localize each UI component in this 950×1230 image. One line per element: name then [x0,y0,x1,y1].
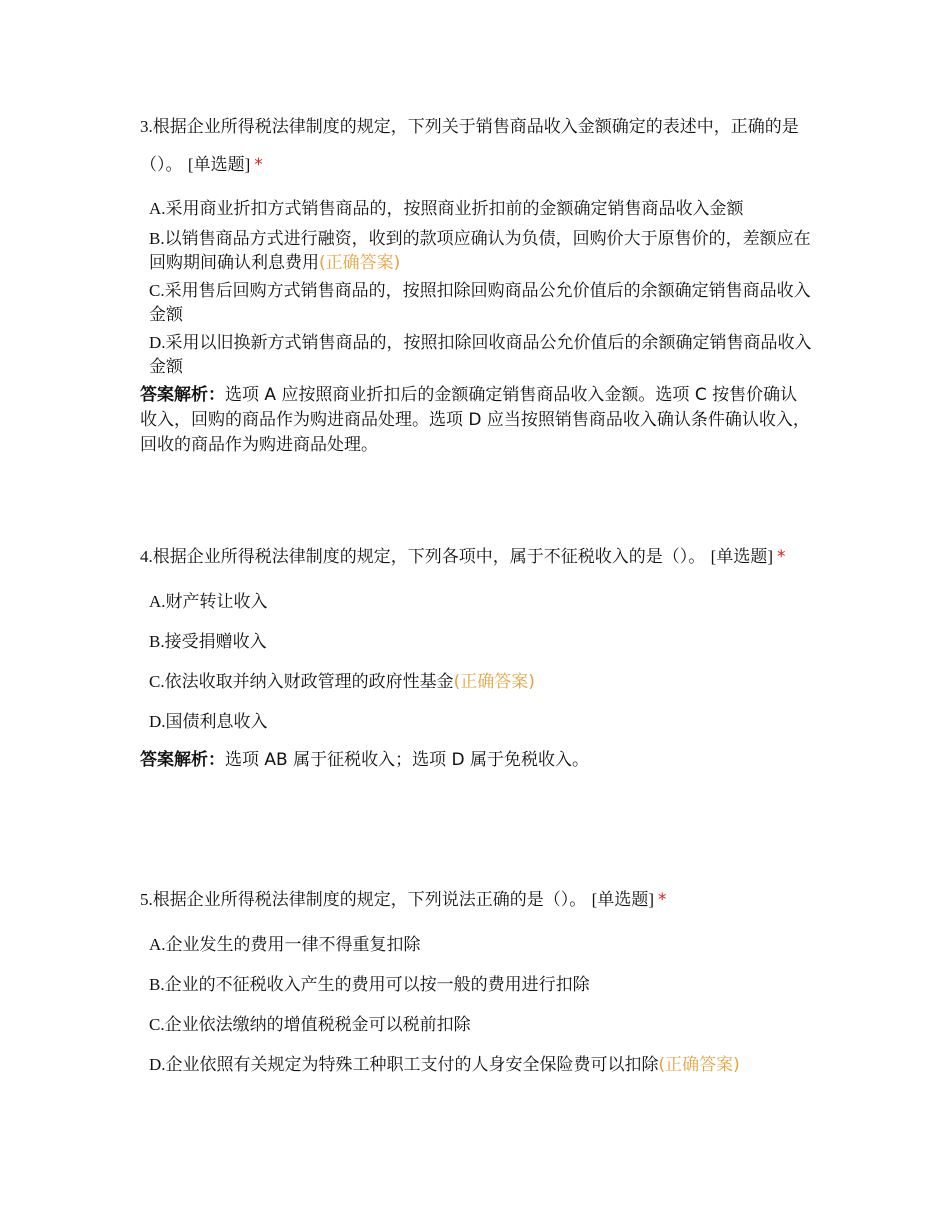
required-mark: * [657,890,667,910]
options-list [149,582,812,742]
question-title [140,108,812,184]
question-number: 4. [140,547,153,566]
question-5 [140,881,840,1085]
question-title [140,881,840,919]
answer-analysis [140,748,812,773]
correct-answer-tag: (正确答案) [453,672,535,692]
answer-analysis [140,383,812,458]
option-d[interactable]: D.国债利息收入 [149,712,268,732]
analysis-text: 选项 AB 属于征税收入；选项 D 属于免税收入。 [225,750,589,770]
option-a[interactable]: A.财产转让收入 [149,592,268,612]
option-c[interactable]: C.采用售后回购方式销售商品的，按照扣除回购商品公允价值后的余额确定销售商品收入金额 [149,281,811,325]
analysis-text: 选项 A 应按照商业折扣后的金额确定销售商品收入金额。选项 C 按售价确认收入，回购的商品作为购进商品处理。选项 D 应当按照销售商品收入确认条件确认收入，回收的商品作为购进商品处理。 [140,385,810,455]
option-d[interactable]: D.企业依照有关规定为特殊工种职工支付的人身安全保险费可以扣除(正确答案) [149,1055,740,1075]
question-text: 根据企业所得税法律制度的规定，下列各项中，属于不征税收入的是（）。 [152,547,706,567]
question-number: 3. [140,117,153,136]
question-number: 5. [140,890,153,909]
required-mark: * [776,547,786,567]
correct-answer-tag: (正确答案) [319,253,401,273]
option-c[interactable]: C.企业依法缴纳的增值税税金可以税前扣除 [149,1015,471,1035]
option-c[interactable]: C.依法收取并纳入财政管理的政府性基金(正确答案) [149,672,535,692]
option-a[interactable]: A.企业发生的费用一律不得重复扣除 [149,935,421,955]
correct-answer-tag: (正确答案) [658,1055,740,1075]
required-mark: * [254,155,263,175]
question-text: 根据企业所得税法律制度的规定，下列说法正确的是（）。 [152,890,587,910]
option-b[interactable]: B.接受捐赠收入 [149,632,267,652]
options-list [149,925,840,1085]
question-4 [140,538,812,773]
question-title [140,538,812,576]
options-list [149,196,812,379]
question-type: [单选题] [710,547,773,566]
option-b[interactable]: B.以销售商品方式进行融资，收到的款项应确认为负债，回购价大于原售价的，差额应在回购期间确认利息费用(正确答案) [149,229,811,273]
option-d[interactable]: D.采用以旧换新方式销售商品的，按照扣除回收商品公允价值后的余额确定销售商品收入金额 [149,333,812,377]
question-3 [140,108,812,458]
option-a[interactable]: A.采用商业折扣方式销售商品的，按照商业折扣前的金额确定销售商品收入金额 [149,199,744,219]
question-type: [单选题] [591,890,654,909]
analysis-label: 答案解析： [140,385,225,405]
question-text: 根据企业所得税法律制度的规定，下列关于销售商品收入金额确定的表述中，正确的是（）。 [140,117,799,175]
analysis-label: 答案解析： [140,750,225,770]
question-type: [单选题] [187,155,251,174]
option-b[interactable]: B.企业的不征税收入产生的费用可以按一般的费用进行扣除 [149,975,590,995]
